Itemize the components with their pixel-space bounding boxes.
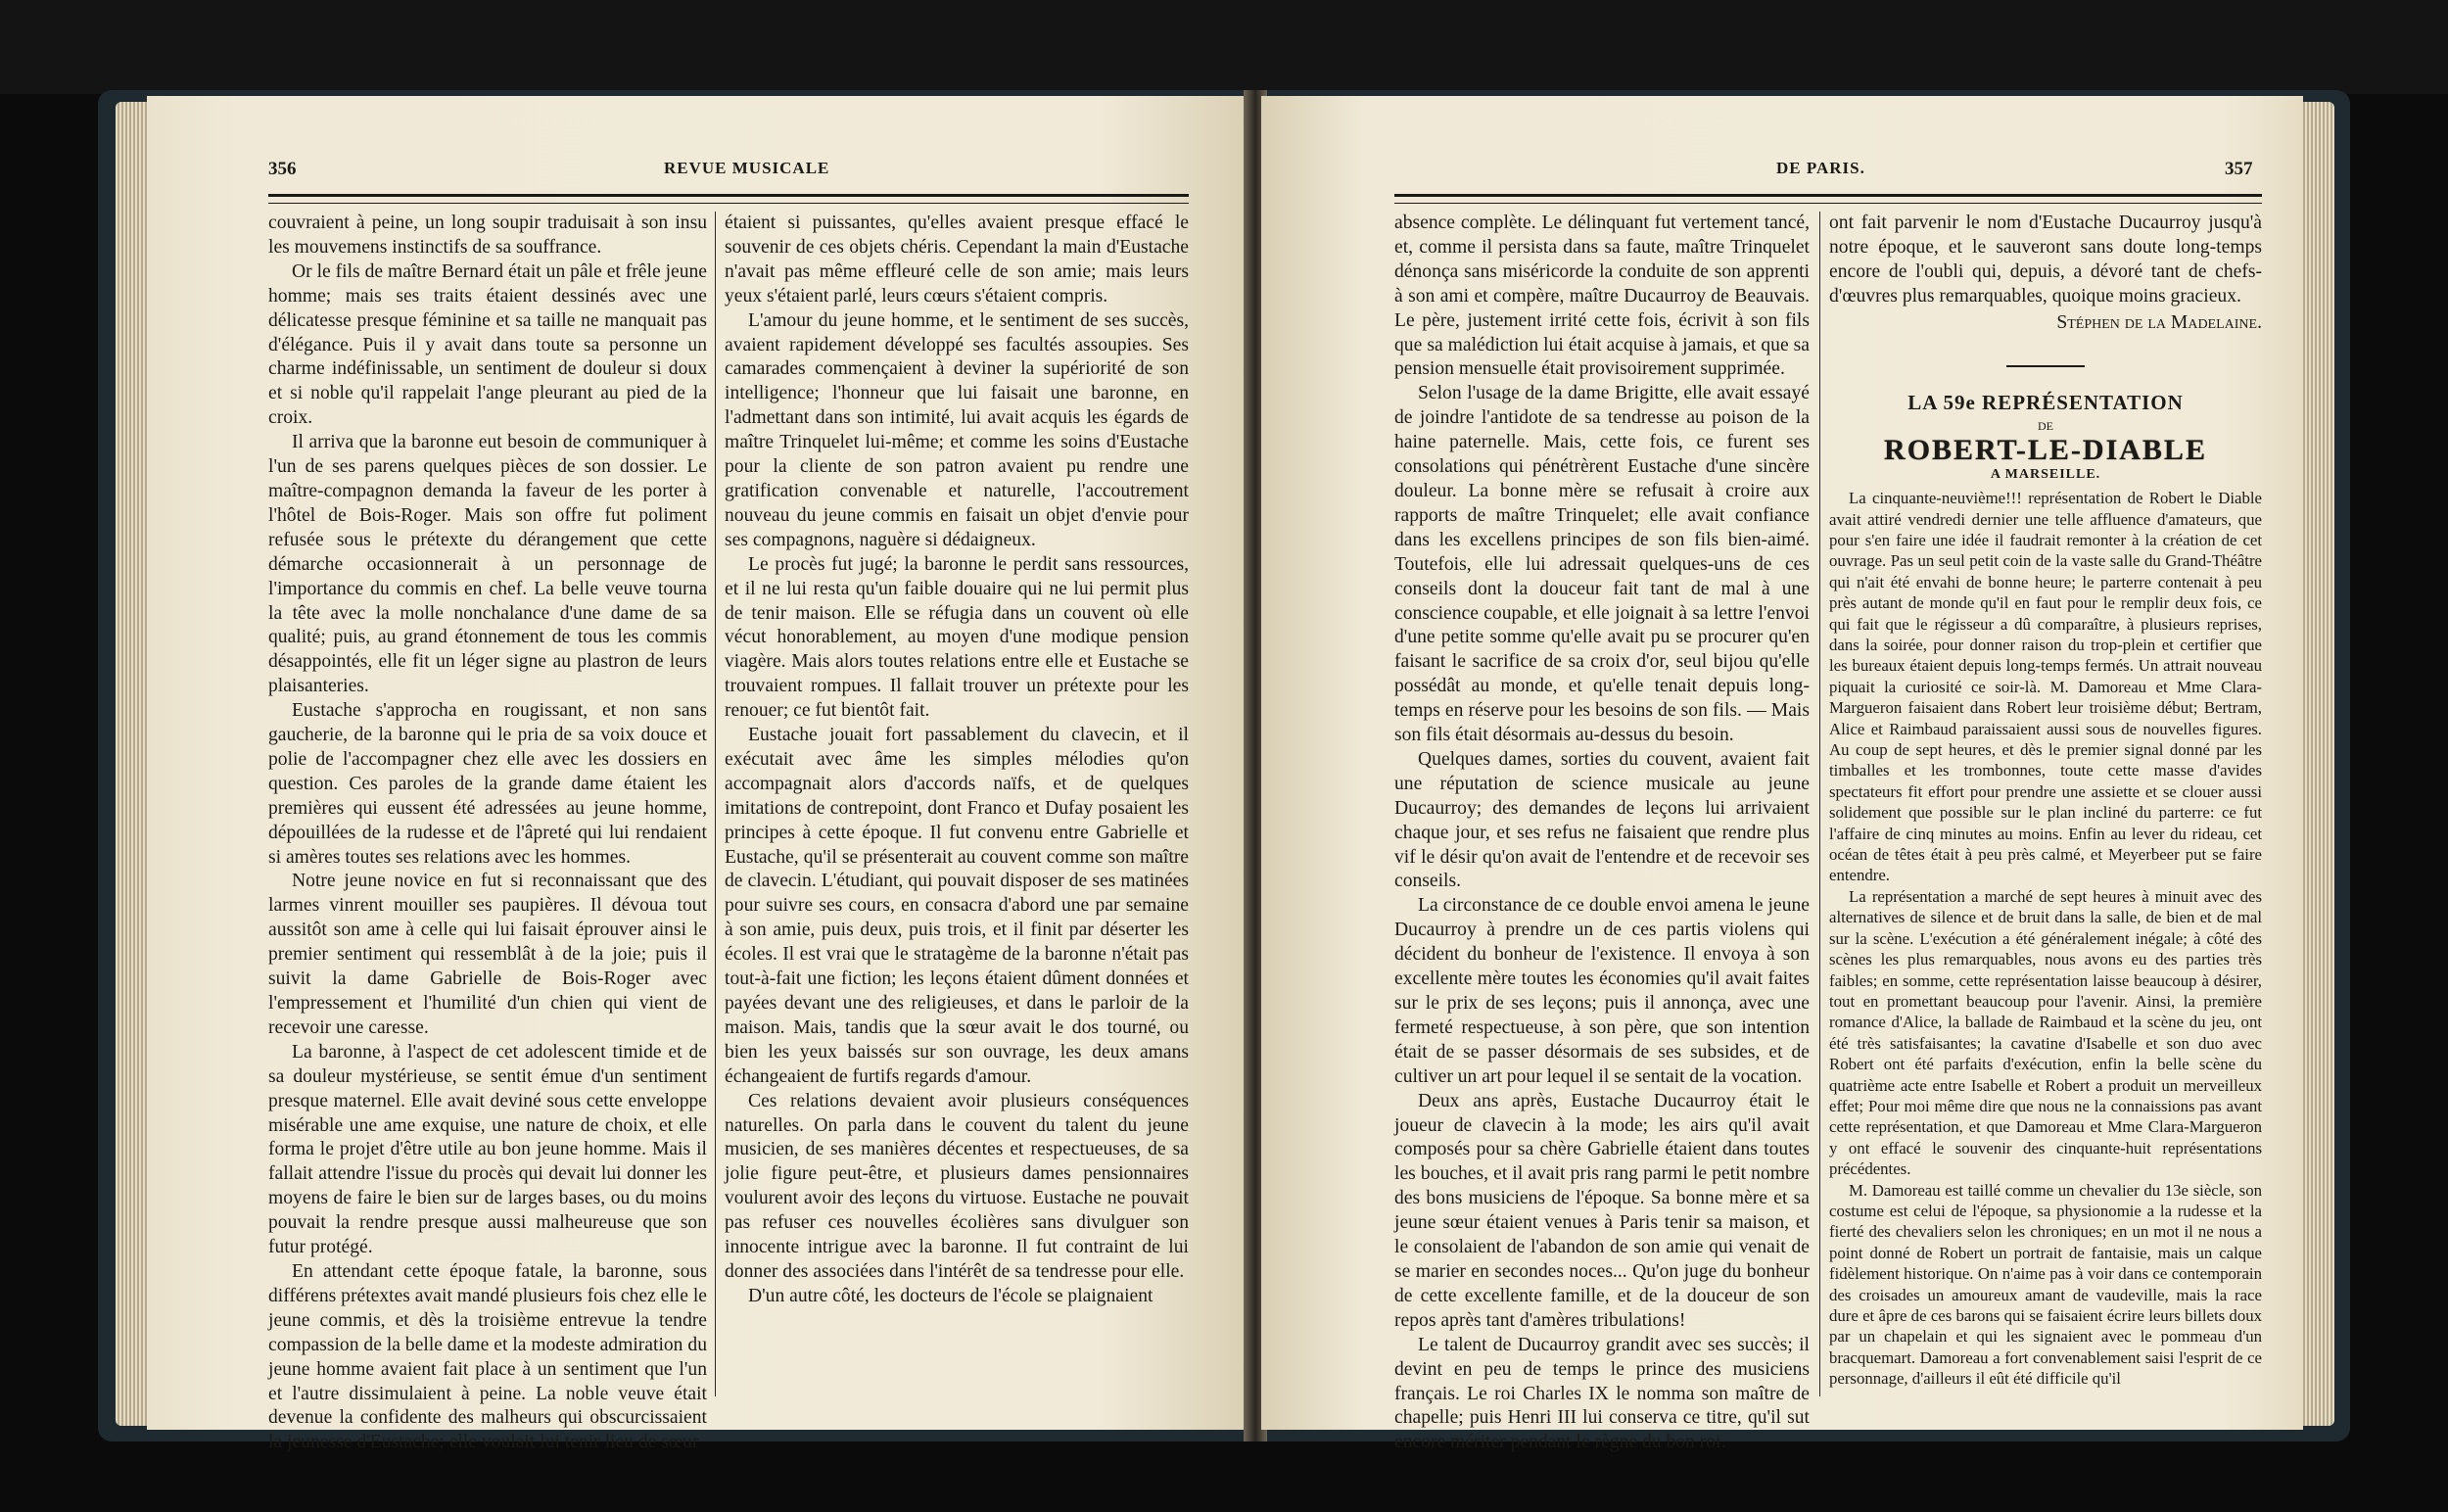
section-separator — [2006, 365, 2085, 367]
left-column-1 — [268, 212, 707, 1453]
page-number: 356 — [268, 159, 297, 179]
paragraph: Or le fils de maître Bernard était un pâle et frêle jeune homme; mais ses traits étaient dessinés avec une délicatesse presque féminine et sa taille ne manquait pas d'élégance. Puis il y avait dans toute sa personne un charme indéfinissable, un sentiment de douleur si doux et si noble qu'il rappelait l'ange pleurant au pied de la croix. — [268, 260, 707, 429]
page-number: 357 — [2225, 159, 2253, 179]
paragraph: D'un autre côté, les docteurs de l'école se plaignaient — [748, 1285, 1153, 1306]
right-page-edges — [2299, 102, 2334, 1426]
paragraph: étaient si puissantes, qu'elles avaient presque effacé le souvenir de ces objets chéris. Cependant la main d'Eustache n'avait pas même effleuré celle de son amie; mais leurs yeux s'étaient parlé, leurs cœurs s'étaient compris. — [725, 213, 1189, 307]
author-signature: Stéphen de la Madelaine. — [2056, 311, 2262, 333]
paragraph: La représentation a marché de sept heures à minuit avec des alternatives de silence et de bruit dans la salle, de bien et de mal sur la scène. L'exécution a été généralement inégale; à côté des scènes les plus remarquables, nous avons eu des parties très faibles; en somme, cette représentation laisse beaucoup à désirer, tout en promettant beaucoup pour l'avenir. Ainsi, la première romance d'Alice, la ballade de Raimbaud et la scène du jeu, ont été très satisfaisantes; la cavatine d'Isabelle et son duo avec Robert ont été parfaits d'exécution, enfin la belle scène du quatrième acte entre Isabelle et Robert a produit un merveilleux effet; Pour moi même dire que nous ne la connaissions pas avant cette représentation, et que Damoreau et Mme Clara-Margueron y ont effacé le souvenir des cinquante-huit représentations précédentes. — [1829, 886, 2262, 1179]
head-rule — [268, 194, 1189, 204]
paragraph: En attendant cette époque fatale, la baronne, sous différens prétextes avait mandé plusieurs fois chez elle le jeune commis, et dès la troisième entrevue la tendre compassion de la belle dame et la modeste admiration du jeune homme avaient fait place à un sentiment que l'un et l'autre dissimulaient à peine. La noble veuve était devenue la confidente des malheurs qui obscurcissaient la jeunesse d'Eustache; elle voulait lui tenir lieu de sœur — [268, 1260, 707, 1453]
scanner-background — [0, 0, 2448, 94]
article-place: A MARSEILLE. — [1990, 467, 2101, 483]
article-title: LA 59e REPRÉSENTATION — [1907, 390, 2184, 414]
column-divider — [715, 212, 716, 1396]
paragraph: M. Damoreau est taillé comme un chevalier du 13e siècle, son costume est celui de l'époque, sa physionomie a la rudesse et la fierté des chevaliers selon les chroniques; en un mot il ne nous a point donné de Robert un portrait de fantaisie, mais un calque fidèlement historique. On n'aime pas à voir dans ce contemporain des croisades un amoureux amant de vaudeville, mais la race dure et âpre de ces barons qui se faisaient écrire leurs billets doux par un chapelain et qui les signaient avec le pommeau d'un bracquemart. Damoreau a fort convenablement saisi l'esprit de ce personnage, d'ailleurs il eût été difficile qu'il — [1829, 1180, 2262, 1389]
article-body — [1829, 488, 2262, 1389]
paragraph: Le procès fut jugé; la baronne le perdit sans ressources, et il ne lui resta qu'un faible douaire qui ne lui permit plus de tenir maison. Elle se réfugia dans un couvent où elle vécut honorablement, au moyen d'une modique pension viagère. Mais alors toutes relations entre elle et Eustache se trouvaient rompues. Il fallait trouver un prétexte pour les renouer; ce fut bientôt fait. — [725, 553, 1189, 722]
article-title-de: DE — [2038, 419, 2053, 434]
running-head-title: DE PARIS. — [1776, 159, 1865, 177]
paragraph: La circonstance de ce double envoi amena le jeune Ducaurroy à prendre un de ces partis violens qui décident du bonheur de l'existence. Il envoya à son excellente mère toutes les économies qu'il avait faites sur le prix de ses leçons; puis il annonça, avec une fermeté respectueuse, à son père, que son intention était de se passer désormais de ses subsides, et de cultiver un art pour lequel il se sentait de la vocation. — [1394, 895, 1810, 1087]
head-rule — [1394, 194, 2262, 204]
right-page — [1261, 96, 2303, 1453]
paragraph: couvraient à peine, un long soupir traduisait à son insu les mouvemens instinctifs de sa souffrance. — [268, 213, 707, 258]
left-column-2 — [725, 212, 1189, 1398]
article-subject: ROBERT-LE-DIABLE — [1884, 434, 2207, 467]
paragraph: Notre jeune novice en fut si reconnaissant que des larmes vinrent mouiller ses paupières. Il dévoua tout aussitôt son ame à celle qui lui faisait éprouver ainsi le premier sentiment qui ressemblât à de la joie; puis il suivit la dame Gabrielle de Bois-Roger avec l'empressement et l'humilité d'un chien qui vient de recevoir une caresse. — [268, 871, 707, 1038]
paragraph: absence complète. Le délinquant fut vertement tancé, et, comme il persista dans sa faute, maître Trinquelet dénonça sans miséricorde la conduite de son apprenti à son ami et compère, maître Ducaurroy de Beauvais. Le père, justement irrité cette fois, écrivit à son fils que sa malédiction lui était acquise à jamais, et que sa pension mensuelle était provisoirement supprimée. — [1394, 213, 1810, 380]
paragraph: La baronne, à l'aspect de cet adolescent timide et de sa douleur mystérieuse, se sentit émue d'un sentiment presque maternel. Elle avait deviné sous cette enveloppe misérable une ame exquise, une nature de choix, et elle forma le projet d'être utile au bon jeune homme. Mais il fallait attendre l'issue du procès qui devait lui donner les moyens de faire le bien sur de larges bases, ou du moins pouvait la rendre presque aussi malheureuse que son futur protégé. — [268, 1041, 707, 1258]
left-page-edges — [116, 102, 151, 1426]
paragraph: Selon l'usage de la dame Brigitte, elle avait essayé de joindre l'antidote de sa tendresse au poison de la haine paternelle. Mais, cette fois, ce furent ses consolations qui pénétrèrent Eustache d'une sincère douleur. La bonne mère se refusait à croire aux rapports de maître Trinquelet; elle avait confiance dans les excellens principes de son fils bien-aimé. Toutefois, elle lui adressait quelques-uns de ces conseils dont la douceur fait tant de mal à une conscience coupable, et elle joignait à sa lettre l'envoi d'une petite somme qu'elle avait pu se procurer qu'en faisant le sacrifice de sa croix d'or, seul bijou qu'elle possédât au monde, et qu'elle tenait depuis long-temps en réserve pour les besoins de son fils. — Mais son fils était désormais au-dessus du besoin. — [1394, 383, 1810, 746]
right-column-2 — [1829, 212, 2262, 1398]
paragraph: Deux ans après, Eustache Ducaurroy était le joueur de clavecin à la mode; les airs qu'il avait composés pour sa chère Gabrielle étaient dans toutes les bouches, et il avait pris rang parmi le petit nombre des bons musiciens de l'époque. Sa bonne mère et sa jeune sœur étaient venues à Paris tenir sa maison, et le consolaient de l'abandon de son amie qui venait de se marier en secondes noces... Qu'on juge du bonheur de cette excellente famille, et de la douceur de son repos après tant d'amères tribulations! — [1394, 1090, 1810, 1331]
paragraph: Ces relations devaient avoir plusieurs conséquences naturelles. On parla dans le couvent du talent du jeune musicien, de ses manières décentes et respectueuses, de sa jolie figure peut-être, et plusieurs dames pensionnaires voulurent avoir des leçons du virtuose. Eustache ne pouvait pas refuser ces nouvelles écolières sans divulguer son innocente intrigue avec la baronne. Il fut contraint de lui donner des associées dans l'intérêt de sa tendresse pour elle. — [725, 1090, 1189, 1282]
right-column-1 — [1394, 212, 1810, 1453]
paragraph: Eustache s'approcha en rougissant, et non sans gaucherie, de la baronne qui le pria de sa voix douce et polie de l'accompagner chez elle avec les dossiers en question. Ces paroles de la grande dame étaient les premières qui eussent été adressées au jeune homme, dépouillées de la rudesse et de l'âpreté qui lui rendaient si amères toutes ses relations avec les hommes. — [268, 700, 707, 868]
column-divider — [1819, 212, 1820, 1396]
paragraph: Eustache jouait fort passablement du clavecin, et il exécutait avec âme les simples mélodies qu'on accompagnait alors d'accords naïfs, et de quelques imitations de contrepoint, dont Franco et Dufay posaient les principes à cette époque. Il fut convenu entre Gabrielle et Eustache, qu'il se présenterait au couvent comme son maître de clavecin. L'étudiant, qui pouvait disposer de ses matinées pour suivre ses cours, en consacra d'abord une par semaine à son amie, puis deux, puis trois, et il finit par déserter les écoles. Il est vrai que le stratagème de la baronne n'était pas tout-à-fait une fiction; les leçons étaient dûment données et payées devant une des religieuses, et dans le parloir de la maison. Mais, tandis que la sœur avait le dos tourné, ou bien les yeux baissés sur son ouvrage, les deux amans échangeaient de furtifs regards d'amour. — [725, 725, 1189, 1087]
paragraph: Quelques dames, sorties du couvent, avaient fait une réputation de science musicale au jeune Ducaurroy; des demandes de leçons lui arrivaient chaque jour, et ses refus ne faisaient que rendre plus vif le désir qu'on avait de l'entendre et de recevoir ses conseils. — [1394, 748, 1810, 892]
paragraph: L'amour du jeune homme, et le sentiment de ses succès, avaient rapidement développé ses facultés assoupies. Ses camarades commençaient à deviner la supériorité de son intelligence; l'honneur que lui faisait une baronne, en l'admettant dans son intimité, lui avait acquis les égards de maître Trinquelet lui-même; et comme les soins d'Eustache pour la cliente de son patron avaient pu rendre une gratification convenable et naturelle, l'accoutrement nouveau du jeune commis en faisait un objet d'envie pour ses compagnons, naguère si dédaigneux. — [725, 309, 1189, 550]
left-page — [147, 96, 1251, 1453]
paragraph: ont fait parvenir le nom d'Eustache Ducaurroy jusqu'à notre époque, et le sauveront sans doute long-temps encore de l'oubli qui, depuis, a dévoré tant de chefs-d'œuvres plus remarquables, quoique moins gracieux. — [1829, 213, 2262, 307]
paragraph: La cinquante-neuvième!!! représentation de Robert le Diable avait attiré vendredi dernier une telle affluence d'amateurs, que pour s'en faire une idée il faudrait remonter à la création de cet ouvrage. Pas un seul petit coin de la vaste salle du Grand-Théâtre qui n'ait été envahi de bonne heure; le parterre contenait à peu près autant de monde qu'il en faut pour le remplir deux fois, ce qui fait que le régisseur a dû comparaître, à plusieurs reprises, dans la soirée, pour donner raison du trop-plein et certifier que les bureaux étaient depuis long-temps fermés. Un attrait nouveau piquait la curiosité ce soir-là. M. Damoreau et Mme Clara-Margueron faisaient dans Robert leur troisième début; Bertram, Alice et Raimbaud paraissaient aussi sous de nouvelles figures. Au coup de sept heures, et dès le premier signal donné par les timballes et les trombonnes, toute cette masse d'avides spectateurs fit effort pour prendre une assiette et se clouer aussi solidement que possible sur le plan incliné du parterre: ce fut l'affaire de cinq minutes au moins. Enfin au lever du rideau, cet océan de têtes était à peu près calmé, et Meyerbeer put se faire entendre. — [1829, 489, 2262, 885]
left-running-head — [147, 159, 1251, 188]
paragraph: Il arriva que la baronne eut besoin de communiquer à l'un de ses parens quelques pièces de son dossier. Le maître-compagnon demanda la faveur de les porter à l'hôtel de Bois-Roger. Mais son offre fut poliment refusée sous le prétexte du dérangement que cette démarche occasionnerait à un personnage de l'importance du commis en chef. La belle veuve tourna la tête avec la molle nonchalance d'une dame de sa qualité; puis, au grand étonnement de tous les commis désappointés, elle fit un léger signe au plastron de leurs plaisanteries. — [268, 432, 707, 697]
paragraph: Le talent de Ducaurroy grandit avec ses succès; il devint en peu de temps le prince des musiciens français. Le roi Charles IX le nomma son maître de chapelle; puis Henri III lui conserva ce titre, qu'il sut encore mériter pendant le règne du bon roi. — [1394, 1334, 1810, 1453]
running-head-title: REVUE MUSICALE — [664, 159, 830, 177]
right-running-head — [1261, 159, 2303, 188]
